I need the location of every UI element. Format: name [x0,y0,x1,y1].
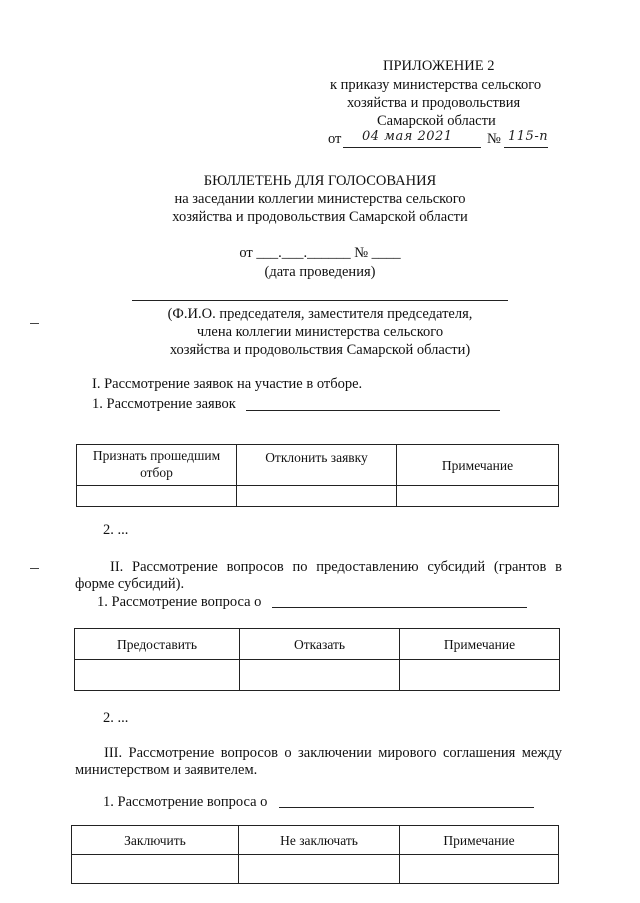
section2-heading-line2: форме субсидий). [75,576,185,592]
appendix-number-label: № [487,131,501,147]
section3-heading-line1: III. Рассмотрение вопросов о заключении мирового соглашения между [104,745,562,761]
section2-heading-line1: II. Рассмотрение вопросов по предоставлению субсидий (грантов в [110,559,562,575]
section3-vote-row [72,855,559,884]
section2-vote-table [74,628,560,691]
section2-col-note: Примечание [400,629,560,660]
section3-col-note: Примечание [400,826,559,855]
section2-vote-row [75,660,560,691]
appendix-number-handwritten: 115-п [508,129,549,144]
person-caption-2: члена коллегии министерства сельского [196,324,444,340]
section1-heading: I. Рассмотрение заявок на участие в отборе. [92,376,363,392]
section1-item1: 1. Рассмотрение заявок [92,396,236,412]
person-caption-3: хозяйства и продовольствия Самарской области) [169,342,471,358]
person-caption-1: (Ф.И.О. председателя, заместителя председателя, [167,306,473,322]
section3-col-not-conclude: Не заключать [239,826,400,855]
section1-col-reject: Отклонить заявку [237,445,397,486]
appendix-line-2: хозяйства и продовольствия [347,95,521,111]
section3-item1: 1. Рассмотрение вопроса о [103,794,268,810]
ballot-date-caption: (дата проведения) [264,264,376,280]
section3-header-row [72,826,559,855]
appendix-number-underline [504,147,548,148]
section2-header-row [75,629,560,660]
section2-col-refuse: Отказать [240,629,400,660]
section1-cell-note[interactable] [397,486,559,507]
ballot-title: БЮЛЛЕТЕНЬ ДЛЯ ГОЛОСОВАНИЯ [203,173,437,189]
ballot-date-line: от ___.___.______ № ____ [239,245,401,261]
section1-cell-accept[interactable] [77,486,237,507]
section3-heading-line2: министерством и заявителем. [75,762,258,778]
section1-vote-row [77,486,559,507]
scan-margin-mark-2 [30,568,39,569]
section2-cell-grant[interactable] [75,660,240,691]
section1-col-accept: Признать прошедшим отбор [77,445,237,486]
appendix-line-1: к приказу министерства сельского [330,77,542,93]
ballot-subtitle-2: хозяйства и продовольствия Самарской области [172,209,468,225]
section1-item1-underline [246,410,500,411]
section3-col-conclude: Заключить [72,826,239,855]
section3-item1-underline [279,807,534,808]
appendix-title: ПРИЛОЖЕНИЕ 2 [383,58,495,74]
appendix-date-underline [343,147,481,148]
section2-cell-note[interactable] [400,660,560,691]
ballot-subtitle-1: на заседании коллегии министерства сельского [174,191,466,207]
scan-margin-mark [30,323,39,324]
section2-cell-refuse[interactable] [240,660,400,691]
appendix-date-handwritten: 04 мая 2021 [362,129,453,144]
section2-col-grant: Предоставить [75,629,240,660]
section3-cell-conclude[interactable] [72,855,239,884]
section1-item2: 2. ... [103,522,129,538]
section1-header-row [77,445,559,486]
section2-item1-underline [272,607,527,608]
section3-cell-note[interactable] [400,855,559,884]
appendix-line-3: Самарской области [377,113,496,129]
section3-cell-not-conclude[interactable] [239,855,400,884]
section1-vote-table [76,444,559,507]
section2-item1: 1. Рассмотрение вопроса о [97,594,262,610]
section1-col-note: Примечание [397,445,559,486]
person-name-line [132,300,508,301]
appendix-from-label: от [328,131,342,147]
section1-cell-reject[interactable] [237,486,397,507]
section3-vote-table [71,825,559,884]
section2-item2: 2. ... [103,710,129,726]
